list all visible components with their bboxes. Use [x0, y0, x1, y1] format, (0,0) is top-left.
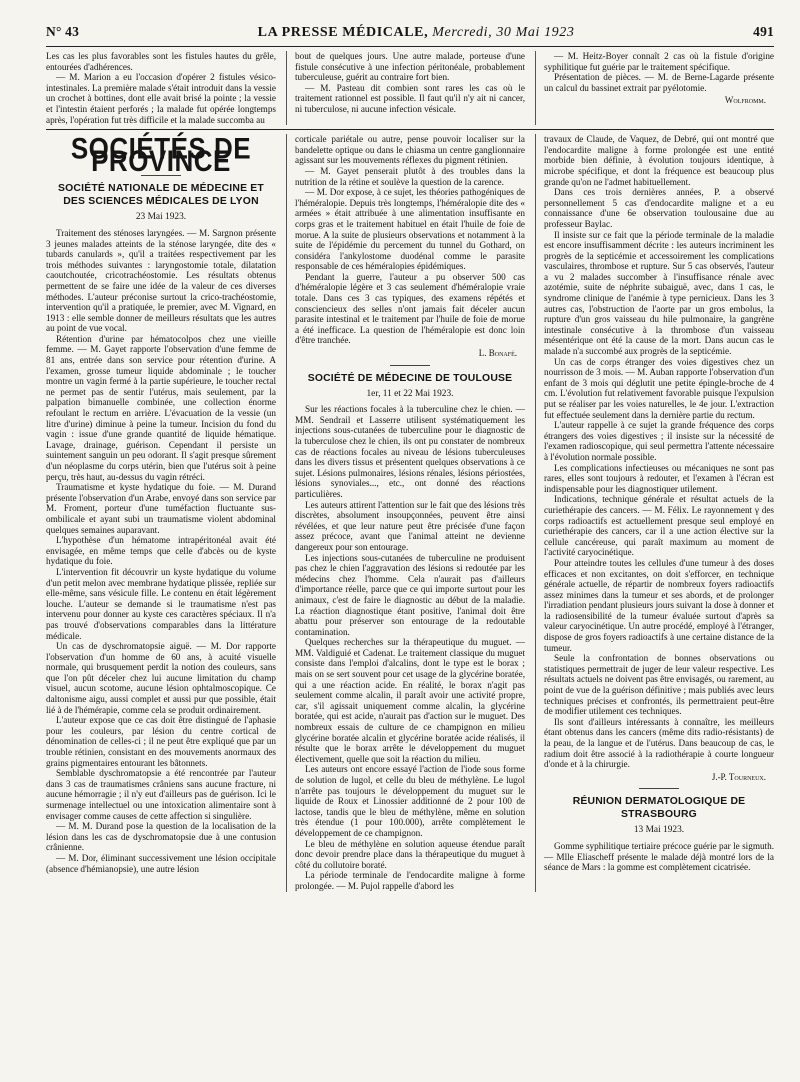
paragraph: Les auteurs ont encore essayé l'action de l'iode sous forme de solution de lugol, et celle du bleu de méthylène. Le lugol n'arrête pas toujours le développement du muguet sur le liquide de Roux et Linossier additionné de 2 pour 100 de lactose, tandis que le bleu de méthylène, même en solution très étendue (1 pour 100.000), arrête complètement le développement de ce champignon.	[295, 764, 525, 838]
paragraph: Les cas les plus favorables sont les fistules hautes du grêle, entourées d'adhérences.	[46, 51, 276, 72]
paragraph: Semblable dyschromatopsie a été rencontrée par l'auteur dans 3 cas de traumatismes crâniens sans aucune fracture, ni aucune hémorragie ; il n'y eut d'ailleurs pas de guérison. Ici le surmenage intellectuel ou une intoxication alimentaire sont à envisager comme causes de cette affection si singulière.	[46, 768, 276, 821]
page-number-left: N° 43	[46, 24, 80, 39]
signature: Wolfromm.	[724, 95, 766, 106]
paragraph: Indications, technique générale et résultat actuels de la curiethérapie des cancers. — M. Félix. Le rayonnement γ des corps radioactifs est actuellement presque seul employé en curiethérapie des cancers, car il a une action élective sur la cellule cancéreuse, qui paraît maximum au moment de l'activité caryocinétique.	[544, 494, 774, 558]
top-continuation	[46, 51, 774, 125]
divider	[390, 365, 430, 366]
paragraph: Dans ces trois dernières années, P. a observé personnellement 5 cas d'endocardite maligne et a eu connaissance d'une 6e observation toulousaine due au professeur Baylac.	[544, 187, 774, 229]
paragraph: — M. Gayet penserait plutôt à des troubles dans la nutrition de la rétine et soulève la question de la carence.	[295, 165, 525, 187]
page-number-right: 491	[753, 24, 774, 39]
paragraph: — M. Dor, éliminant successivement une lésion occipitale (absence d'hémianopsie), une autre lésion	[46, 852, 276, 874]
paragraph: L'auteur rappelle à ce sujet la grande fréquence des corps étrangers des voies digestives ; il insiste sur la nécessité de l'examen radioscopique, qui seul permettra l'attente nécessaire à l'évolution normale possible.	[544, 420, 774, 462]
paragraph: La période terminale de l'endocardite maligne à forme prolongée. — M. Pujol rappelle d'abord les	[295, 870, 525, 891]
main-columns	[46, 131, 775, 891]
paragraph: bout de quelques jours. Une autre malade, porteuse d'une fistule consécutive à une infection péritonéale, probablement tuberculeuse, guérit au contraire fort bien.	[295, 51, 525, 83]
paragraph: Présentation de pièces. — M. de Berne-Lagarde présente un calcul du bassinet extrait par pyélotomie.	[544, 72, 774, 93]
page-header	[46, 24, 774, 41]
paragraph: — M. Marion a eu l'occasion d'opérer 2 fistules vésico-intestinales. La première malade s'était introduit dans la vessie un crochet à bottines, dont elle avait brisé la pointe ; la vessie et l'intestin étaient perforés ; la malade fut opérée longtemps après, l'opération fut très difficile et la malade succomba au	[46, 72, 276, 125]
paragraph: Quelques recherches sur la thérapeutique du muguet. — MM. Valdiguié et Cadenat. Le traitement classique du muguet consiste dans l'emploi d'alcalins, dont le type est le borax ; mais on se sert souvent pour cet usage de la glycérine boratée, qui a une réaction acide. En réalité, le borax n'agit pas seulement comme alcalin, il paraît avoir une activité propre, car, s'il agissait uniquement comme alcalin, la glycérine boratée, qui est acide, n'aurait pas d'action sur le muguet. Des nombreux essais de culture de ce champignon en milieu glycérine boratée alcalin et glycérine boratée acide réalisés, il résulte que le borax arrête le développement du muguet électivement, quelle que soit la réaction du milieu.	[295, 637, 525, 764]
issue-date: Mercredi, 30 Mai 1923	[432, 25, 575, 40]
header-rule	[46, 46, 774, 47]
paragraph: Traitement des sténoses laryngées. — M. Sargnon présente 3 jeunes malades atteints de la sténose laryngée, dite des « tubards canulards », qu'il a traitées respectivement par les trois méthodes suivantes : laryngostomie totale, dilatation caoutchoutée, cricotrachéostomie. Les résultats obtenus permettent de se faire une idée de la valeur de ces diverses méthodes. L'auteur préconise surtout la crico-trachéostomie, intervention qu'il a pratiquée, le premier, avec M. Vignard, en 1913 : elle semble donner de meilleurs résultats que les autres au point de vue vocal.	[46, 227, 276, 334]
divider	[639, 788, 679, 789]
society-heading: RÉUNION DERMATOLOGIQUE DE STRASBOURG	[572, 796, 746, 821]
paragraph: Les auteurs attirent l'attention sur le fait que des lésions très discrètes, absolument insoupçonnées, peuvent être ainsi révélées, et que leur nature peut être précisée d'une façon assez précoce, avant que l'animal atteint ne devienne dangereux pour son entourage.	[295, 499, 525, 552]
society-heading: SOCIÉTÉ NATIONALE DE MÉDECINE ET DES SCIENCES MÉDICALES DE LYON	[58, 183, 264, 208]
society-heading: SOCIÉTÉ DE MÉDECINE DE TOULOUSE	[307, 372, 513, 384]
paragraph: Les complications infectieuses ou mécaniques ne sont pas rares, elles sont toujours à redouter, et l'examen à l'écran est indispensable pour les diagnostiquer utilement.	[544, 462, 774, 494]
paragraph: Un cas de dyschromatopsie aiguë. — M. Dor rapporte l'observation d'un homme de 60 ans, à acuité visuelle normale, qui brusquement perdit la notion des couleurs, sans que l'on pût déceler chez lui aucune limitation du champ visuel, aucun scotome, aucune lésion ophtalmoscopique. Ce daltonisme aigu, aussi complet et aussi pur que possible, était lié à de l'hémérapie, comme cela se produit ordinairement.	[46, 641, 276, 715]
paragraph: — M. Heitz-Boyer connaît 2 cas où la fistule d'origine syphilitique fut guérie par le traitement spécifique.	[544, 51, 774, 72]
signature: L. Bonafé.	[478, 348, 517, 359]
paragraph: Pour atteindre toutes les cellules d'une tumeur à des doses efficaces et non excitantes, on doit s'efforcer, en technique générale actuelle, de répartir de nombreux foyers radioactifs assez minimes dans la tumeur et ses abords, et de prolonger l'irradiation pendant plusieurs jours suivant la dose à donner et la radiosensibilité de la tumeur évaluée surtout d'après sa valeur caryocinétique. Un autre procédé, employé à l'étranger, dispose de gros foyers radioactifs à une certaine distance de la tumeur.	[544, 557, 775, 653]
session-date: 23 Mai 1923.	[135, 212, 187, 223]
paragraph: Rétention d'urine par hématocolpos chez une vieille femme. — M. Gayet rapporte l'observation d'une femme de 81 ans, entrée dans son service pour rétention d'urine. A l'examen, grosse tumeur liquide abdominale ; le toucher montre un vagin fermé à la partie supérieure, le toucher rectal ne permet pas de sentir l'utérus, mais seulement, par la palpation bimanuelle combinée, une collection énorme refoulant le rectum en arrière. L'évacuation de la vessie (un litre d'urine) diminue à peine la tumeur. Incision du fond du vagin : issue d'une grande quantité de liquide hématique. Lavage, drainage, guérison. Cependant il persiste un suintement sanguin un peu odorant. Il s'agit presque sûrement d'un néoplasme du corps utérin, bien que l'utérus soit à peine perçu, très haut, au-dessus du vagin rétréci.	[46, 333, 276, 482]
main-column-1	[46, 131, 276, 891]
paragraph: Pendant la guerre, l'auteur a pu observer 500 cas d'héméralopie légère et 3 cas seulement d'héméralopie vraie totale. Dans ces 3 cas typiques, des examens répétés et consciencieux des selles n'ont jamais fait déceler aucun parasite intestinal et le traitement par l'huile de foie de morue a été inefficace. La question de l'héméralopie est donc loin d'être tranchée.	[295, 271, 525, 346]
section-title: SOCIÉTÉS DE PROVINCE	[70, 131, 252, 178]
paragraph: — M. Pasteau dit combien sont rares les cas où le traitement rationnel est possible. Il faut qu'il n'y ait ni cancer, ni tuberculose, ni aucune infection vésicale.	[295, 82, 525, 114]
top-column-2	[286, 51, 525, 125]
paragraph: L'intervention fit découvrir un kyste hydatique du volume d'un petit melon avec membrane hydatique plissée, repliée sur elle-même, sans vésicule fille. Le contenu en était légèrement louche. L'auteur se demande si le traumatisme n'est pas intervenu pour donner au kyste ces caractères spéciaux. Il n'a pas trouvé d'observations comparables dans la littérature médicale.	[46, 566, 276, 641]
paragraph: Sur les réactions focales à la tuberculine chez le chien. — MM. Sendrail et Lasserre utilisent systématiquement les injections sous-cutanées de tuberculine pour le diagnostic de la tuberculose chez le chien, ils ont pu constater de nombreux cas de réactions focales au niveau de lésions tuberculeuses dans les divers tissus et présentent quelques observations à ce sujet. Lésions pulmonaires, lésions rénales, lésions périostées, lésions synoviales..., etc., ont donné des réactions particulières.	[295, 404, 525, 499]
session-date: 1er, 11 et 22 Mai 1923.	[366, 388, 454, 399]
top-column-3	[535, 51, 774, 125]
signature: J.-P. Tourneux.	[711, 771, 766, 782]
paragraph: — M. M. Durand pose la question de la localisation de la lésion dans les cas de dyschromatopsie due à une contusion crânienne.	[46, 821, 276, 853]
paragraph: corticale pariétale ou autre, pense pouvoir localiser sur la bandelette optique ou dans le chiasma un centre ganglionnaire agissant sur les mouvements réflexes du pigment rétinien.	[295, 134, 525, 166]
paragraph: Il insiste sur ce fait que la période terminale de la maladie est encore insuffisamment décrite : les auteurs incriminent les progrès de la septicémie et accessoirement les complications vasculaires, thrombose et rupture. Sur 5 cas observés, l'auteur a vu 2 malades succomber à l'insuffisance rénale avec azotémie, suite de néphrite subaiguë, avec, dans 1 cas, le syndrome clinique de l'anémie à type pernicieux. Dans les 3 autres cas, l'obstruction de l'aorte par un gros embolus, la rupture d'un gros vaisseau du hile pulmonaire, la gangrène intestinale consécutive à la thrombose d'un vaisseau mésentérique ont été la cause de la mort. Dans aucun cas le malade n'a succombé aux progrès de la septicémie.	[544, 229, 774, 357]
paragraph: Les injections sous-cutanées de tuberculine ne produisent pas chez le chien l'aggravation des lésions si redoutée par les médecins chez l'homme. Cela n'aurait pas d'ailleurs d'importance réelle, parce que ce qui importe surtout pour les animaux, c'est de faire le diagnostic au début de la maladie. La réaction diagnostique étant positive, l'animal doit être abattu pour préserver son entourage de la redoutable contamination.	[295, 552, 525, 637]
session-date: 13 Mai 1923.	[633, 825, 685, 836]
paragraph: Seule la confrontation de bonnes observations ou statistiques permettrait de juger de leur valeur respective. Les résultats actuels ne doivent pas être envisagés, ou rarement, au point de vue de la guérison définitive ; mais publiés avec leurs techniques précises et confrontés, ils permettraient peut-être de modifier utilement ces techniques.	[544, 653, 774, 717]
main-column-3	[535, 134, 774, 891]
paragraph: L'hypothèse d'un hématome intrapéritonéal avait été envisagée, en même temps que celle d'abcès ou de kyste hydatique du foie.	[46, 535, 276, 567]
running-title	[258, 25, 575, 41]
paragraph: Traumatisme et kyste hydatique du foie. — M. Durand présente l'observation d'un Arabe, envoyé dans son service par M. Froment, porteur d'une tuméfaction fluctuante sus-ombilicale et ayant subi un traumatisme violent abdominal quelques semaines auparavant.	[46, 482, 276, 535]
paragraph: — M. Dor expose, à ce sujet, les théories pathogéniques de l'héméralopie. Depuis très longtemps, l'héméralopie dite des « armées » était attribuée à une alimentation insuffisante en corps gras et le traitement habituel en était l'huile de foie de morue. A la suite de plusieurs observations et notamment à la suite de l'épidémie du percement du tunnel du Gothard, on considéra l'ankylostome duodénal comme le parasite responsable de ces héméralopies épidémiques.	[295, 187, 525, 272]
top-column-1	[46, 51, 276, 125]
journal-name: LA PRESSE MÉDICALE,	[257, 25, 429, 40]
paragraph: travaux de Claude, de Vaquez, de Debré, qui ont montré que l'endocardite maligne à forme prolongée est une entité morbide bien définie, à évolution toujours identique, à microbe spécifique, et dont la fréquence est beaucoup plus grande qu'on ne l'admet habituellement.	[544, 134, 774, 187]
paragraph: Ils sont d'ailleurs intéressants à connaître, les meilleurs étant obtenus dans les cancers (même dits radio-résistants) de la peau, de la langue et de l'utérus. Dans beaucoup de cas, le radium doit être associé à la radiothérapie à courte longueur d'onde et à la chirurgie.	[544, 716, 774, 770]
paragraph: Le bleu de méthylène en solution aqueuse étendue paraît donc devoir prendre place dans la thérapeutique du muguet à côté du collutoire boraté.	[295, 838, 525, 870]
paragraph: Un cas de corps étranger des voies digestives chez un nourrisson de 3 mois. — M. Auban rapporte l'observation d'un enfant de 3 mois qui déglutit une petite épingle-broche de 4 cm. L'évolution fut relativement favorable puisque l'expulsion put se réaliser par les voies naturelles, le 4e jour. L'extraction fut effectuée seulement dans la dernière partie du rectum.	[544, 356, 774, 420]
paragraph: L'auteur expose que ce cas doit être distingué de l'aphasie pour les couleurs, par lésion du centre cortical de dénomination de celles-ci ; il ne peut être expliqué que par un trouble rétinien, consistant en des mouvements anormaux des grains pigmentaires entourant les bâtonnets.	[46, 715, 276, 768]
paragraph: Gomme syphilitique tertiaire précoce guérie par le sigmuth. — Mlle Eliascheff présente le malade déjà montré lors de la séance de Mars : la gomme est complètement cicatrisée.	[544, 840, 774, 873]
main-column-2	[286, 134, 525, 891]
